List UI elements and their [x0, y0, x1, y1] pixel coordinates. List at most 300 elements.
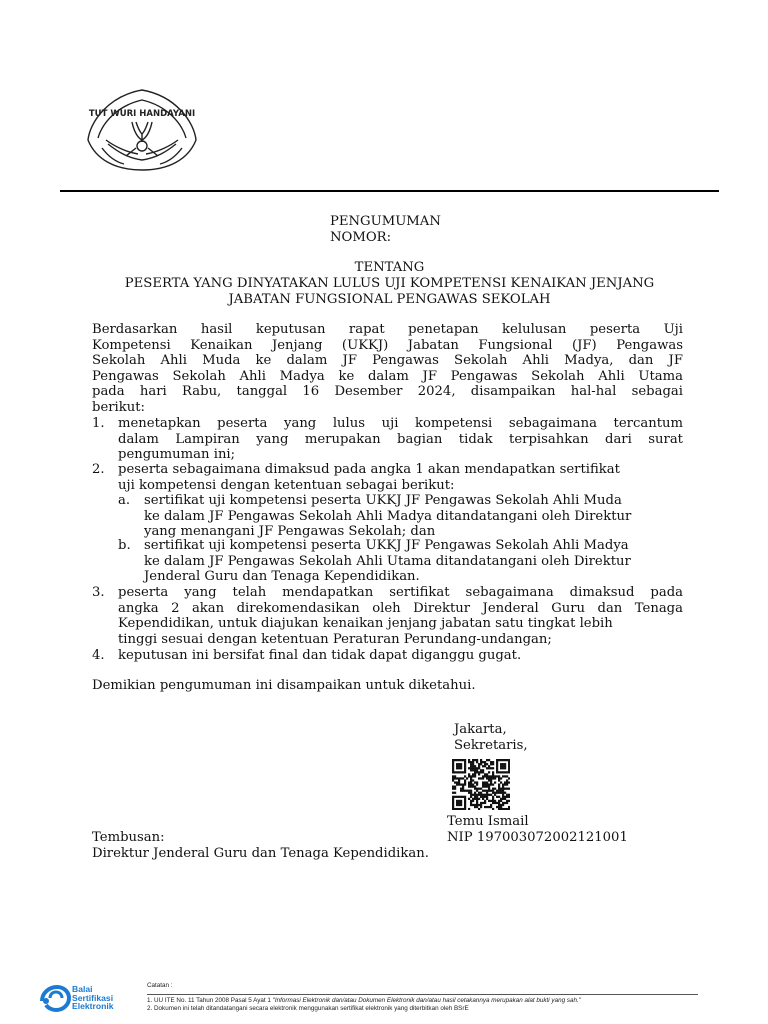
qr-module	[466, 777, 468, 779]
qr-module	[490, 806, 492, 808]
qr-module	[470, 767, 472, 769]
qr-module	[458, 804, 460, 806]
qr-module	[472, 759, 474, 761]
qr-module	[484, 806, 486, 808]
qr-module	[498, 788, 500, 790]
qr-module	[508, 759, 510, 761]
qr-module	[452, 806, 454, 808]
qr-module	[472, 794, 474, 796]
qr-module	[492, 761, 494, 763]
qr-module	[456, 765, 458, 767]
intro-line: Berdasarkan hasil keputusan rapat penetapan kelulusan peserta Uji	[92, 322, 683, 337]
qr-module	[474, 804, 476, 806]
qr-module	[452, 792, 454, 794]
qr-module	[502, 783, 504, 785]
qr-module	[492, 771, 494, 773]
qr-module	[492, 788, 494, 790]
qr-module	[474, 781, 476, 783]
sub-list-line: sertifikat uji kompetensi peserta UKKJ JF Pengawas Sekolah Ahli Madya	[144, 538, 629, 553]
qr-module	[478, 804, 480, 806]
qr-module	[480, 761, 482, 763]
qr-module	[476, 796, 478, 798]
qr-module	[508, 777, 510, 779]
qr-module	[454, 775, 456, 777]
qr-module	[496, 775, 498, 777]
qr-module	[474, 769, 476, 771]
announcement-subject-line2: JABATAN FUNGSIONAL PENGAWAS SEKOLAH	[228, 292, 551, 307]
footer-note-1-quote: "Informasi Elektronik dan/atau Dokumen Elektronik dan/atau hasil cetakannya merupakan alat bukti yang sah."	[272, 996, 581, 1004]
qr-module	[492, 790, 494, 792]
qr-module	[456, 804, 458, 806]
qr-module	[482, 790, 484, 792]
qr-module	[486, 763, 488, 765]
qr-module	[488, 786, 490, 788]
announcement-title: PENGUMUMAN	[330, 214, 441, 229]
qr-module	[500, 759, 502, 761]
qr-module	[502, 786, 504, 788]
qr-module	[486, 783, 488, 785]
qr-module	[464, 783, 466, 785]
announcement-subject-line1: PESERTA YANG DINYATAKAN LULUS UJI KOMPETENSI KENAIKAN JENJANG	[124, 276, 655, 291]
qr-module	[488, 788, 490, 790]
qr-module	[458, 759, 460, 761]
qr-module	[480, 777, 482, 779]
qr-module	[502, 792, 504, 794]
qr-module	[474, 794, 476, 796]
qr-module	[470, 761, 472, 763]
intro-paragraph	[92, 322, 683, 416]
qr-module	[484, 773, 486, 775]
qr-module	[506, 794, 508, 796]
qr-module	[490, 800, 492, 802]
qr-module	[500, 804, 502, 806]
qr-module	[456, 802, 458, 804]
qr-module	[472, 761, 474, 763]
qr-module	[492, 775, 494, 777]
list-line: pengumuman ini;	[118, 447, 236, 463]
qr-module	[500, 806, 502, 808]
list-line: angka 2 akan direkomendasikan oleh Direktur Jenderal Guru dan Tenaga	[118, 600, 683, 616]
qr-module	[462, 786, 464, 788]
qr-module	[454, 786, 456, 788]
qr-module	[460, 800, 462, 802]
qr-module	[502, 759, 504, 761]
qr-module	[468, 808, 470, 810]
qr-module	[480, 794, 482, 796]
qr-module	[468, 767, 470, 769]
qr-module	[452, 765, 454, 767]
list-line: menetapkan peserta yang lulus uji kompetensi sebagaimana tercantum	[118, 416, 683, 431]
qr-module	[464, 779, 466, 781]
qr-module	[484, 783, 486, 785]
qr-module	[470, 775, 472, 777]
qr-module	[500, 792, 502, 794]
qr-module	[474, 798, 476, 800]
qr-module	[482, 781, 484, 783]
qr-module	[508, 763, 510, 765]
qr-module	[464, 759, 466, 761]
qr-module	[478, 765, 480, 767]
qr-module	[468, 759, 470, 761]
qr-module	[502, 804, 504, 806]
sub-item-b	[118, 538, 683, 585]
qr-module	[480, 769, 482, 771]
qr-module	[488, 800, 490, 802]
qr-module	[470, 790, 472, 792]
qr-module	[504, 767, 506, 769]
qr-module	[452, 779, 454, 781]
qr-module	[498, 808, 500, 810]
qr-module	[504, 775, 506, 777]
qr-module	[490, 761, 492, 763]
qr-module	[456, 771, 458, 773]
list-number: 3.	[92, 585, 105, 600]
bsre-line1: Balai	[72, 984, 93, 994]
qr-module	[484, 790, 486, 792]
qr-module	[494, 777, 496, 779]
catatan-label: Catatan :	[147, 982, 173, 989]
footer-note-2: 2. Dokumen ini telah ditandatangani secara elektronik menggunakan sertifikat elektronik yang diterbitkan oleh BSrE	[147, 1005, 469, 1012]
qr-module	[498, 790, 500, 792]
qr-module	[496, 759, 498, 761]
qr-module	[482, 769, 484, 771]
qr-module	[500, 790, 502, 792]
qr-module	[482, 771, 484, 773]
qr-module	[488, 783, 490, 785]
qr-module	[462, 790, 464, 792]
qr-module	[458, 763, 460, 765]
qr-module	[462, 771, 464, 773]
qr-module	[480, 802, 482, 804]
qr-module	[482, 761, 484, 763]
qr-module	[474, 775, 476, 777]
qr-module	[492, 796, 494, 798]
qr-module	[504, 796, 506, 798]
qr-module	[482, 765, 484, 767]
qr-module	[508, 765, 510, 767]
qr-module	[478, 763, 480, 765]
qr-module	[496, 802, 498, 804]
qr-module	[464, 798, 466, 800]
qr-module	[488, 765, 490, 767]
qr-module	[478, 792, 480, 794]
qr-module	[486, 798, 488, 800]
qr-module	[456, 781, 458, 783]
footer-divider	[147, 994, 698, 995]
qr-module	[474, 773, 476, 775]
qr-module	[462, 783, 464, 785]
qr-module	[472, 765, 474, 767]
qr-module	[470, 794, 472, 796]
qr-module	[456, 767, 458, 769]
qr-module	[496, 796, 498, 798]
sub-list-line: Jenderal Guru dan Tenaga Kependidikan.	[144, 569, 420, 585]
qr-module	[452, 771, 454, 773]
qr-module	[498, 800, 500, 802]
qr-module	[484, 763, 486, 765]
qr-module	[458, 796, 460, 798]
qr-code	[452, 759, 510, 810]
list-line: keputusan ini bersifat final dan tidak dapat diganggu gugat.	[118, 648, 522, 663]
qr-module	[490, 779, 492, 781]
signatory-name: Temu Ismail	[447, 814, 529, 829]
qr-module	[454, 777, 456, 779]
header-divider	[60, 190, 719, 192]
qr-module	[476, 771, 478, 773]
qr-module	[476, 804, 478, 806]
qr-module	[502, 763, 504, 765]
qr-module	[458, 781, 460, 783]
qr-module	[452, 777, 454, 779]
qr-module	[456, 759, 458, 761]
qr-module	[508, 788, 510, 790]
qr-module	[506, 808, 508, 810]
intro-line: Sekolah Ahli Muda ke dalam JF Pengawas Sekolah Ahli Madya, dan JF	[92, 353, 683, 369]
sub-item-a	[118, 493, 683, 540]
qr-module	[462, 788, 464, 790]
announcement-number: NOMOR:	[330, 230, 392, 245]
qr-module	[470, 769, 472, 771]
qr-module	[460, 796, 462, 798]
footer-notes	[147, 982, 707, 1014]
qr-module	[492, 800, 494, 802]
qr-module	[506, 781, 508, 783]
qr-module	[460, 767, 462, 769]
qr-module	[460, 765, 462, 767]
qr-module	[452, 759, 454, 761]
qr-module	[458, 765, 460, 767]
qr-module	[452, 786, 454, 788]
qr-module	[506, 796, 508, 798]
qr-module	[502, 796, 504, 798]
qr-module	[474, 788, 476, 790]
footer-note-1-prefix: 1. UU ITE No. 11 Tahun 2008 Pasal 5 Ayat 1	[147, 996, 273, 1004]
qr-module	[464, 808, 466, 810]
list-line: Kependidikan, untuk diajukan kenaikan jenjang jabatan satu tingkat lebih	[118, 616, 613, 632]
qr-module	[452, 763, 454, 765]
qr-module	[490, 790, 492, 792]
qr-module	[494, 792, 496, 794]
qr-module	[492, 763, 494, 765]
qr-module	[488, 775, 490, 777]
qr-module	[456, 783, 458, 785]
qr-module	[482, 796, 484, 798]
qr-module	[500, 788, 502, 790]
qr-module	[476, 761, 478, 763]
qr-module	[452, 796, 454, 798]
qr-module	[482, 786, 484, 788]
qr-module	[478, 767, 480, 769]
qr-module	[478, 788, 480, 790]
list-number: 2.	[92, 462, 105, 477]
qr-module	[498, 806, 500, 808]
qr-module	[476, 769, 478, 771]
qr-module	[464, 765, 466, 767]
qr-module	[466, 790, 468, 792]
qr-module	[502, 794, 504, 796]
qr-module	[500, 800, 502, 802]
qr-module	[496, 792, 498, 794]
qr-module	[470, 763, 472, 765]
qr-module	[452, 767, 454, 769]
announcement-tentang: TENTANG	[354, 260, 425, 275]
qr-module	[470, 802, 472, 804]
bsre-line3: Elektronik	[72, 1001, 114, 1012]
qr-module	[460, 783, 462, 785]
qr-module	[504, 765, 506, 767]
qr-module	[472, 798, 474, 800]
qr-module	[472, 763, 474, 765]
qr-module	[474, 767, 476, 769]
qr-module	[504, 763, 506, 765]
qr-module	[486, 792, 488, 794]
qr-module	[480, 763, 482, 765]
qr-module	[500, 763, 502, 765]
qr-module	[504, 783, 506, 785]
qr-module	[508, 796, 510, 798]
qr-module	[498, 796, 500, 798]
qr-module	[504, 808, 506, 810]
qr-module	[486, 794, 488, 796]
sub-list-line: ke dalam JF Pengawas Sekolah Ahli Madya ditandatangani oleh Direktur	[144, 508, 632, 524]
qr-module	[476, 767, 478, 769]
qr-module	[454, 796, 456, 798]
qr-module	[480, 792, 482, 794]
qr-module	[464, 771, 466, 773]
qr-module	[472, 767, 474, 769]
qr-module	[458, 779, 460, 781]
qr-module	[480, 806, 482, 808]
qr-module	[454, 759, 456, 761]
qr-module	[472, 779, 474, 781]
qr-module	[502, 790, 504, 792]
list-item-3	[92, 585, 683, 647]
qr-module	[500, 767, 502, 769]
qr-module	[472, 800, 474, 802]
qr-module	[452, 800, 454, 802]
qr-module	[484, 765, 486, 767]
intro-line: Kompetensi Kenaikan Jenjang (UKKJ) Jabatan Fungsional (JF) Pengawas	[92, 337, 683, 353]
list-line: peserta sebagaimana dimaksud pada angka 1 akan mendapatkan sertifikat	[118, 462, 620, 477]
qr-module	[480, 788, 482, 790]
qr-module	[460, 788, 462, 790]
qr-module	[496, 767, 498, 769]
qr-module	[474, 771, 476, 773]
signature-place: Jakarta,	[454, 722, 507, 737]
qr-module	[452, 804, 454, 806]
qr-module	[486, 773, 488, 775]
qr-module	[460, 771, 462, 773]
qr-module	[470, 800, 472, 802]
sub-list-line: ke dalam JF Pengawas Sekolah Ahli Utama ditandatangani oleh Direktur	[144, 553, 631, 569]
qr-module	[498, 804, 500, 806]
qr-module	[482, 775, 484, 777]
qr-module	[458, 777, 460, 779]
qr-module	[502, 798, 504, 800]
qr-module	[470, 765, 472, 767]
qr-module	[490, 763, 492, 765]
qr-module	[460, 763, 462, 765]
qr-module	[470, 779, 472, 781]
closing-statement: Demikian pengumuman ini disampaikan untuk diketahui.	[92, 678, 476, 693]
qr-module	[488, 779, 490, 781]
qr-module	[506, 759, 508, 761]
qr-module	[464, 806, 466, 808]
qr-module	[464, 802, 466, 804]
qr-module	[498, 777, 500, 779]
qr-module	[500, 808, 502, 810]
qr-module	[464, 775, 466, 777]
qr-module	[452, 775, 454, 777]
qr-module	[486, 796, 488, 798]
qr-module	[482, 794, 484, 796]
qr-module	[496, 761, 498, 763]
qr-module	[472, 773, 474, 775]
qr-module	[478, 773, 480, 775]
qr-module	[498, 759, 500, 761]
qr-module	[494, 775, 496, 777]
qr-module	[508, 771, 510, 773]
qr-module	[502, 767, 504, 769]
qr-module	[452, 761, 454, 763]
list-line: uji kompetensi dengan ketentuan sebagai berikut:	[118, 477, 455, 493]
tembusan-recipient: Direktur Jenderal Guru dan Tenaga Kependidikan.	[92, 846, 429, 861]
qr-module	[500, 781, 502, 783]
logo-text: TUT WURI HANDAYANI	[88, 109, 196, 119]
qr-module	[458, 808, 460, 810]
qr-module	[488, 771, 490, 773]
qr-module	[478, 798, 480, 800]
intro-line: berikut:	[92, 399, 145, 415]
qr-module	[492, 773, 494, 775]
qr-module	[478, 777, 480, 779]
qr-module	[462, 796, 464, 798]
qr-module	[474, 786, 476, 788]
qr-module	[452, 808, 454, 810]
qr-module	[452, 788, 454, 790]
qr-module	[468, 781, 470, 783]
qr-module	[494, 794, 496, 796]
qr-module	[492, 767, 494, 769]
qr-module	[458, 783, 460, 785]
qr-module	[470, 804, 472, 806]
qr-module	[474, 796, 476, 798]
qr-module	[476, 790, 478, 792]
qr-module	[504, 788, 506, 790]
qr-module	[470, 783, 472, 785]
qr-module	[470, 786, 472, 788]
qr-module	[476, 783, 478, 785]
qr-module	[496, 806, 498, 808]
qr-module	[452, 798, 454, 800]
qr-module	[496, 769, 498, 771]
qr-module	[486, 781, 488, 783]
qr-module	[468, 792, 470, 794]
signature-position: Sekretaris,	[454, 738, 528, 753]
qr-module	[478, 808, 480, 810]
qr-module	[464, 767, 466, 769]
qr-module	[476, 798, 478, 800]
qr-module	[498, 779, 500, 781]
qr-module	[456, 808, 458, 810]
qr-module	[476, 800, 478, 802]
qr-module	[476, 802, 478, 804]
qr-module	[480, 796, 482, 798]
qr-module	[504, 781, 506, 783]
qr-module	[502, 765, 504, 767]
qr-module	[468, 783, 470, 785]
list-line: peserta yang telah mendapatkan sertifikat sebagaimana dimaksud pada	[118, 585, 683, 600]
